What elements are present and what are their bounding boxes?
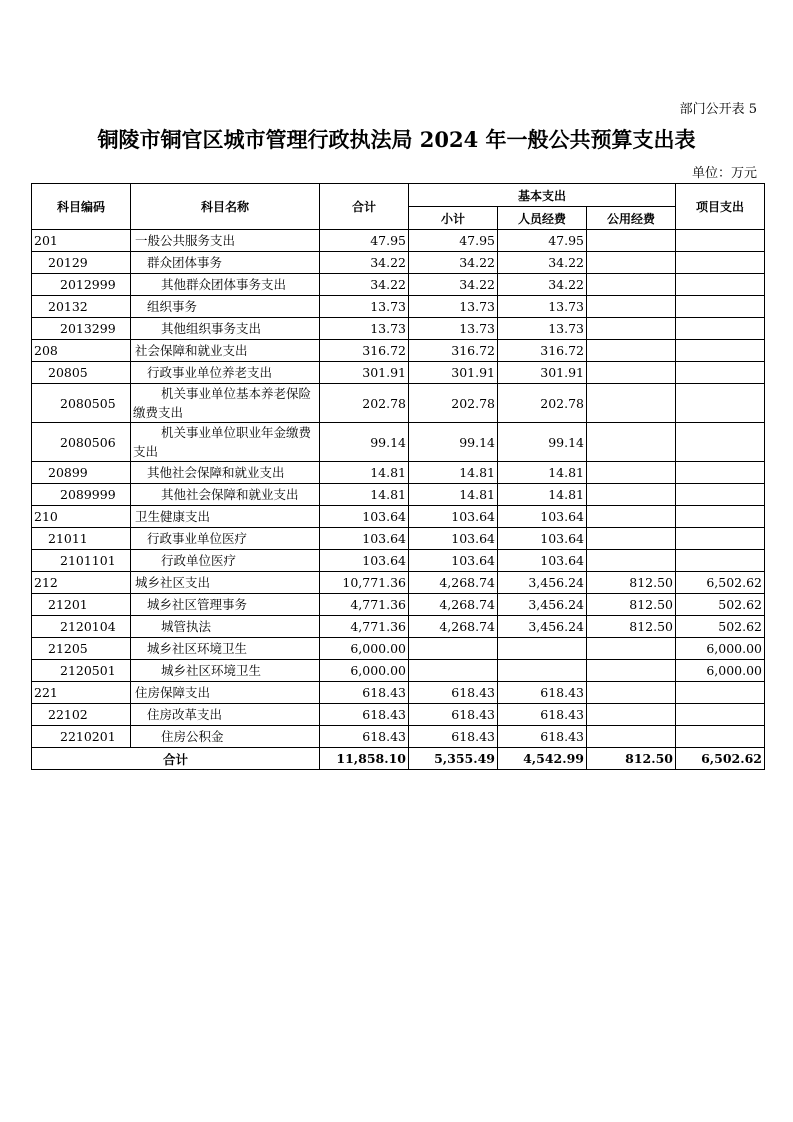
name-cell: 其他社会保障和就业支出 xyxy=(131,484,320,506)
table-row xyxy=(32,506,765,528)
table-row xyxy=(32,384,765,423)
name-cell: 其他群众团体事务支出 xyxy=(131,274,320,296)
personnel-cell xyxy=(498,638,587,660)
table-row xyxy=(32,462,765,484)
project-cell xyxy=(676,296,765,318)
public-cell xyxy=(587,230,676,252)
code-cell: 2101101 xyxy=(32,550,131,572)
project-cell: 6,000.00 xyxy=(676,660,765,682)
code-cell: 2080505 xyxy=(32,384,131,423)
name-cell: 组织事务 xyxy=(131,296,320,318)
table-row xyxy=(32,423,765,462)
code-cell: 2120501 xyxy=(32,660,131,682)
subtotal-cell: 14.81 xyxy=(409,484,498,506)
code-cell: 208 xyxy=(32,340,131,362)
project-cell xyxy=(676,274,765,296)
total-cell: 618.43 xyxy=(320,704,409,726)
personnel-cell: 13.73 xyxy=(498,296,587,318)
total-label: 合计 xyxy=(32,748,320,770)
public-cell xyxy=(587,462,676,484)
name-cell: 行政事业单位养老支出 xyxy=(131,362,320,384)
project-cell xyxy=(676,423,765,462)
total-cell: 4,771.36 xyxy=(320,594,409,616)
total-cell: 6,000.00 xyxy=(320,638,409,660)
name-cell: 机关事业单位职业年金缴费支出 xyxy=(131,423,320,462)
subtotal-cell: 34.22 xyxy=(409,252,498,274)
code-cell: 2089999 xyxy=(32,484,131,506)
code-cell: 22102 xyxy=(32,704,131,726)
public-cell xyxy=(587,528,676,550)
table-row xyxy=(32,638,765,660)
name-cell: 其他社会保障和就业支出 xyxy=(131,462,320,484)
code-cell: 20129 xyxy=(32,252,131,274)
total-cell: 13.73 xyxy=(320,296,409,318)
subtotal-cell: 103.64 xyxy=(409,506,498,528)
project-cell xyxy=(676,484,765,506)
personnel-cell: 14.81 xyxy=(498,462,587,484)
subtotal-cell: 4,268.74 xyxy=(409,594,498,616)
name-cell: 一般公共服务支出 xyxy=(131,230,320,252)
personnel-cell: 3,456.24 xyxy=(498,616,587,638)
total-cell: 34.22 xyxy=(320,274,409,296)
total-cell: 301.91 xyxy=(320,362,409,384)
code-cell: 21201 xyxy=(32,594,131,616)
project-cell: 6,502.62 xyxy=(676,572,765,594)
public-cell xyxy=(587,340,676,362)
subtotal-cell: 103.64 xyxy=(409,528,498,550)
public-cell xyxy=(587,384,676,423)
public-cell xyxy=(587,362,676,384)
public-cell xyxy=(587,682,676,704)
name-cell: 城管执法 xyxy=(131,616,320,638)
subtotal-cell: 99.14 xyxy=(409,423,498,462)
name-cell: 行政单位医疗 xyxy=(131,550,320,572)
project-cell: 502.62 xyxy=(676,594,765,616)
public-cell xyxy=(587,274,676,296)
personnel-cell xyxy=(498,660,587,682)
subtotal-cell: 4,268.74 xyxy=(409,616,498,638)
name-cell: 社会保障和就业支出 xyxy=(131,340,320,362)
subtotal-cell: 103.64 xyxy=(409,550,498,572)
project-cell xyxy=(676,528,765,550)
name-cell: 卫生健康支出 xyxy=(131,506,320,528)
personnel-cell: 316.72 xyxy=(498,340,587,362)
code-cell: 21011 xyxy=(32,528,131,550)
table-row xyxy=(32,704,765,726)
public-cell xyxy=(587,638,676,660)
subtotal-cell: 13.73 xyxy=(409,318,498,340)
table-row xyxy=(32,296,765,318)
total-public: 812.50 xyxy=(587,748,676,770)
table-row xyxy=(32,616,765,638)
public-cell xyxy=(587,484,676,506)
project-cell xyxy=(676,340,765,362)
name-cell: 住房改革支出 xyxy=(131,704,320,726)
name-cell: 住房公积金 xyxy=(131,726,320,748)
code-cell: 2080506 xyxy=(32,423,131,462)
subtotal-cell: 34.22 xyxy=(409,274,498,296)
table-row xyxy=(32,572,765,594)
subtotal-cell: 618.43 xyxy=(409,726,498,748)
table-row xyxy=(32,594,765,616)
public-cell xyxy=(587,296,676,318)
table-row xyxy=(32,252,765,274)
public-cell xyxy=(587,318,676,340)
total-project: 6,502.62 xyxy=(676,748,765,770)
table-row xyxy=(32,362,765,384)
code-cell: 20805 xyxy=(32,362,131,384)
subtotal-cell: 316.72 xyxy=(409,340,498,362)
table-row xyxy=(32,682,765,704)
personnel-cell: 34.22 xyxy=(498,274,587,296)
name-cell: 群众团体事务 xyxy=(131,252,320,274)
personnel-cell: 103.64 xyxy=(498,528,587,550)
subtotal-cell xyxy=(409,660,498,682)
total-cell: 10,771.36 xyxy=(320,572,409,594)
project-cell xyxy=(676,704,765,726)
subtotal-cell: 47.95 xyxy=(409,230,498,252)
subtotal-cell: 14.81 xyxy=(409,462,498,484)
subtotal-cell: 301.91 xyxy=(409,362,498,384)
code-cell: 221 xyxy=(32,682,131,704)
total-cell: 14.81 xyxy=(320,484,409,506)
unit-label: 单位：万元 xyxy=(691,166,757,181)
subtotal-cell: 202.78 xyxy=(409,384,498,423)
personnel-cell: 103.64 xyxy=(498,550,587,572)
public-cell xyxy=(587,704,676,726)
total-cell: 99.14 xyxy=(320,423,409,462)
personnel-cell: 618.43 xyxy=(498,726,587,748)
code-cell: 2012999 xyxy=(32,274,131,296)
project-cell xyxy=(676,726,765,748)
subtotal-cell: 4,268.74 xyxy=(409,572,498,594)
subtotal-cell: 13.73 xyxy=(409,296,498,318)
personnel-cell: 13.73 xyxy=(498,318,587,340)
budget-table xyxy=(31,183,765,770)
subtotal-cell: 618.43 xyxy=(409,704,498,726)
project-cell: 502.62 xyxy=(676,616,765,638)
total-cell: 34.22 xyxy=(320,252,409,274)
total-cell: 618.43 xyxy=(320,682,409,704)
total-cell: 103.64 xyxy=(320,528,409,550)
subtotal-cell xyxy=(409,638,498,660)
total-cell: 103.64 xyxy=(320,550,409,572)
public-cell xyxy=(587,252,676,274)
personnel-cell: 618.43 xyxy=(498,682,587,704)
project-cell xyxy=(676,362,765,384)
personnel-cell: 618.43 xyxy=(498,704,587,726)
personnel-cell: 3,456.24 xyxy=(498,594,587,616)
table-row xyxy=(32,528,765,550)
header-name: 科目名称 xyxy=(131,184,320,230)
code-cell: 20899 xyxy=(32,462,131,484)
name-cell: 行政事业单位医疗 xyxy=(131,528,320,550)
name-cell: 城乡社区环境卫生 xyxy=(131,638,320,660)
project-cell: 6,000.00 xyxy=(676,638,765,660)
total-cell: 316.72 xyxy=(320,340,409,362)
public-cell xyxy=(587,506,676,528)
header-personnel: 人员经费 xyxy=(498,207,587,230)
public-cell xyxy=(587,423,676,462)
total-cell: 47.95 xyxy=(320,230,409,252)
total-total: 11,858.10 xyxy=(320,748,409,770)
code-cell: 201 xyxy=(32,230,131,252)
personnel-cell: 3,456.24 xyxy=(498,572,587,594)
public-cell xyxy=(587,726,676,748)
project-cell xyxy=(676,506,765,528)
project-cell xyxy=(676,318,765,340)
personnel-cell: 301.91 xyxy=(498,362,587,384)
public-cell: 812.50 xyxy=(587,616,676,638)
total-personnel: 4,542.99 xyxy=(498,748,587,770)
header-subtotal: 小计 xyxy=(409,207,498,230)
code-cell: 2013299 xyxy=(32,318,131,340)
total-cell: 103.64 xyxy=(320,506,409,528)
total-row xyxy=(32,748,765,770)
table-row xyxy=(32,484,765,506)
header-code: 科目编码 xyxy=(32,184,131,230)
personnel-cell: 103.64 xyxy=(498,506,587,528)
personnel-cell: 34.22 xyxy=(498,252,587,274)
table-row xyxy=(32,340,765,362)
total-cell: 618.43 xyxy=(320,726,409,748)
table-row xyxy=(32,274,765,296)
total-cell: 14.81 xyxy=(320,462,409,484)
name-cell: 其他组织事务支出 xyxy=(131,318,320,340)
total-cell: 13.73 xyxy=(320,318,409,340)
name-cell: 住房保障支出 xyxy=(131,682,320,704)
header-total: 合计 xyxy=(320,184,409,230)
project-cell xyxy=(676,462,765,484)
table-row xyxy=(32,550,765,572)
personnel-cell: 14.81 xyxy=(498,484,587,506)
table-row xyxy=(32,726,765,748)
table-row xyxy=(32,230,765,252)
code-cell: 2210201 xyxy=(32,726,131,748)
public-cell: 812.50 xyxy=(587,572,676,594)
personnel-cell: 47.95 xyxy=(498,230,587,252)
table-row xyxy=(32,318,765,340)
header-project: 项目支出 xyxy=(676,184,765,230)
public-cell xyxy=(587,550,676,572)
project-cell xyxy=(676,230,765,252)
name-cell: 城乡社区支出 xyxy=(131,572,320,594)
code-cell: 212 xyxy=(32,572,131,594)
code-cell: 21205 xyxy=(32,638,131,660)
personnel-cell: 202.78 xyxy=(498,384,587,423)
total-cell: 6,000.00 xyxy=(320,660,409,682)
header-public: 公用经费 xyxy=(587,207,676,230)
project-cell xyxy=(676,384,765,423)
code-cell: 210 xyxy=(32,506,131,528)
name-cell: 机关事业单位基本养老保险缴费支出 xyxy=(131,384,320,423)
project-cell xyxy=(676,550,765,572)
code-cell: 2120104 xyxy=(32,616,131,638)
page-title: 铜陵市铜官区城市管理行政执法局 2024 年一般公共预算支出表 xyxy=(97,127,696,152)
total-cell: 202.78 xyxy=(320,384,409,423)
table-number: 部门公开表 5 xyxy=(679,102,757,117)
project-cell xyxy=(676,682,765,704)
public-cell: 812.50 xyxy=(587,594,676,616)
project-cell xyxy=(676,252,765,274)
total-cell: 4,771.36 xyxy=(320,616,409,638)
code-cell: 20132 xyxy=(32,296,131,318)
name-cell: 城乡社区环境卫生 xyxy=(131,660,320,682)
name-cell: 城乡社区管理事务 xyxy=(131,594,320,616)
personnel-cell: 99.14 xyxy=(498,423,587,462)
table-row xyxy=(32,660,765,682)
subtotal-cell: 618.43 xyxy=(409,682,498,704)
public-cell xyxy=(587,660,676,682)
total-subtotal: 5,355.49 xyxy=(409,748,498,770)
header-basic: 基本支出 xyxy=(409,184,676,207)
